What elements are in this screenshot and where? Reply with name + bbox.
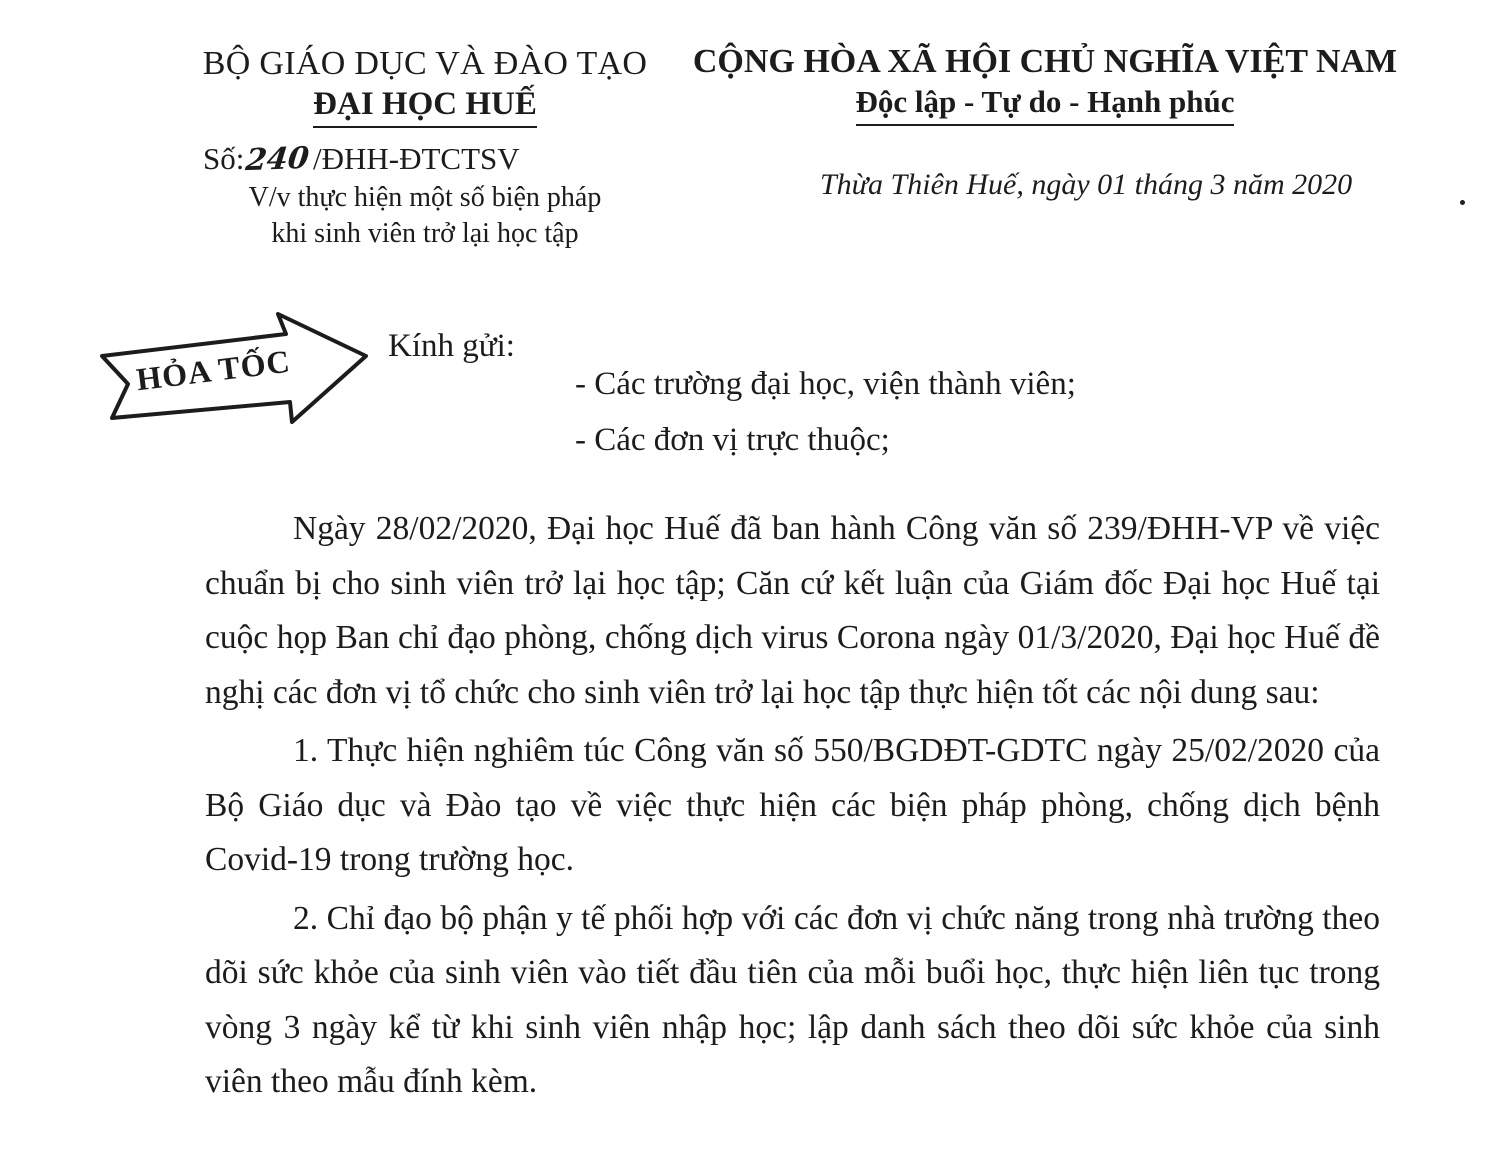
national-header	[690, 42, 1400, 126]
recipient-item: - Các đơn vị trực thuộc;	[575, 422, 890, 458]
subject-line-2: khi sinh viên trở lại học tập	[271, 218, 579, 249]
scan-speck	[1460, 200, 1465, 205]
stamp-label: HỎA TỐC	[134, 342, 293, 398]
body-paragraph-1: 1. Thực hiện nghiêm túc Công văn số 550/BGDĐT-GDTC ngày 25/02/2020 của Bộ Giáo dục và Đào tạo về việc thực hiện các biện pháp phòng, chống dịch bệnh Covid-19 trong trường học.	[205, 732, 1380, 878]
country-name: CỘNG HÒA XÃ HỘI CHỦ NGHĨA VIỆT NAM	[692, 43, 1398, 80]
national-motto: Độc lập - Tự do - Hạnh phúc	[856, 82, 1235, 126]
university-name: ĐẠI HỌC HUẾ	[313, 84, 537, 128]
urgent-stamp	[98, 312, 378, 430]
recipient-item: - Các trường đại học, viện thành viên;	[575, 366, 1076, 402]
handwritten-number: 240	[244, 140, 312, 179]
body-paragraph-intro: Ngày 28/02/2020, Đại học Huế đã ban hành Công văn số 239/ĐHH-VP về việc chuẩn bị cho sinh viên trở lại học tập; Căn cứ kết luận của Giám đốc Đại học Huế tại cuộc họp Ban chỉ đạo phòng, chống dịch virus Corona ngày 01/3/2020, Đại học Huế đề nghị các đơn vị tổ chức cho sinh viên trở lại học tập thực hiện tốt các nội dung sau:	[205, 510, 1380, 711]
document-number-prefix: Số:	[203, 141, 245, 176]
document-number	[203, 140, 520, 179]
date-place: Thừa Thiên Huế, ngày 01 tháng 3 năm 2020	[820, 168, 1353, 201]
document-number-suffix: /ĐHH-ĐTCTSV	[312, 141, 520, 176]
ministry-name: BỘ GIÁO DỤC VÀ ĐÀO TẠO	[202, 45, 648, 82]
document-subject	[190, 180, 660, 252]
body-paragraph-2: 2. Chỉ đạo bộ phận y tế phối hợp với các đơn vị chức năng trong nhà trường theo dõi sức khỏe của sinh viên vào tiết đầu tiên của mỗi buổi học, thực hiện liên tục trong vòng 3 ngày kể từ khi sinh viên nhập học; lập danh sách theo dõi sức khỏe của sinh viên theo mẫu đính kèm.	[205, 899, 1380, 1100]
recipients-greeting: Kính gửi:	[388, 328, 515, 364]
subject-line-1: V/v thực hiện một số biện pháp	[248, 182, 602, 213]
issuing-authority	[180, 44, 670, 128]
document-body	[205, 502, 1380, 1114]
